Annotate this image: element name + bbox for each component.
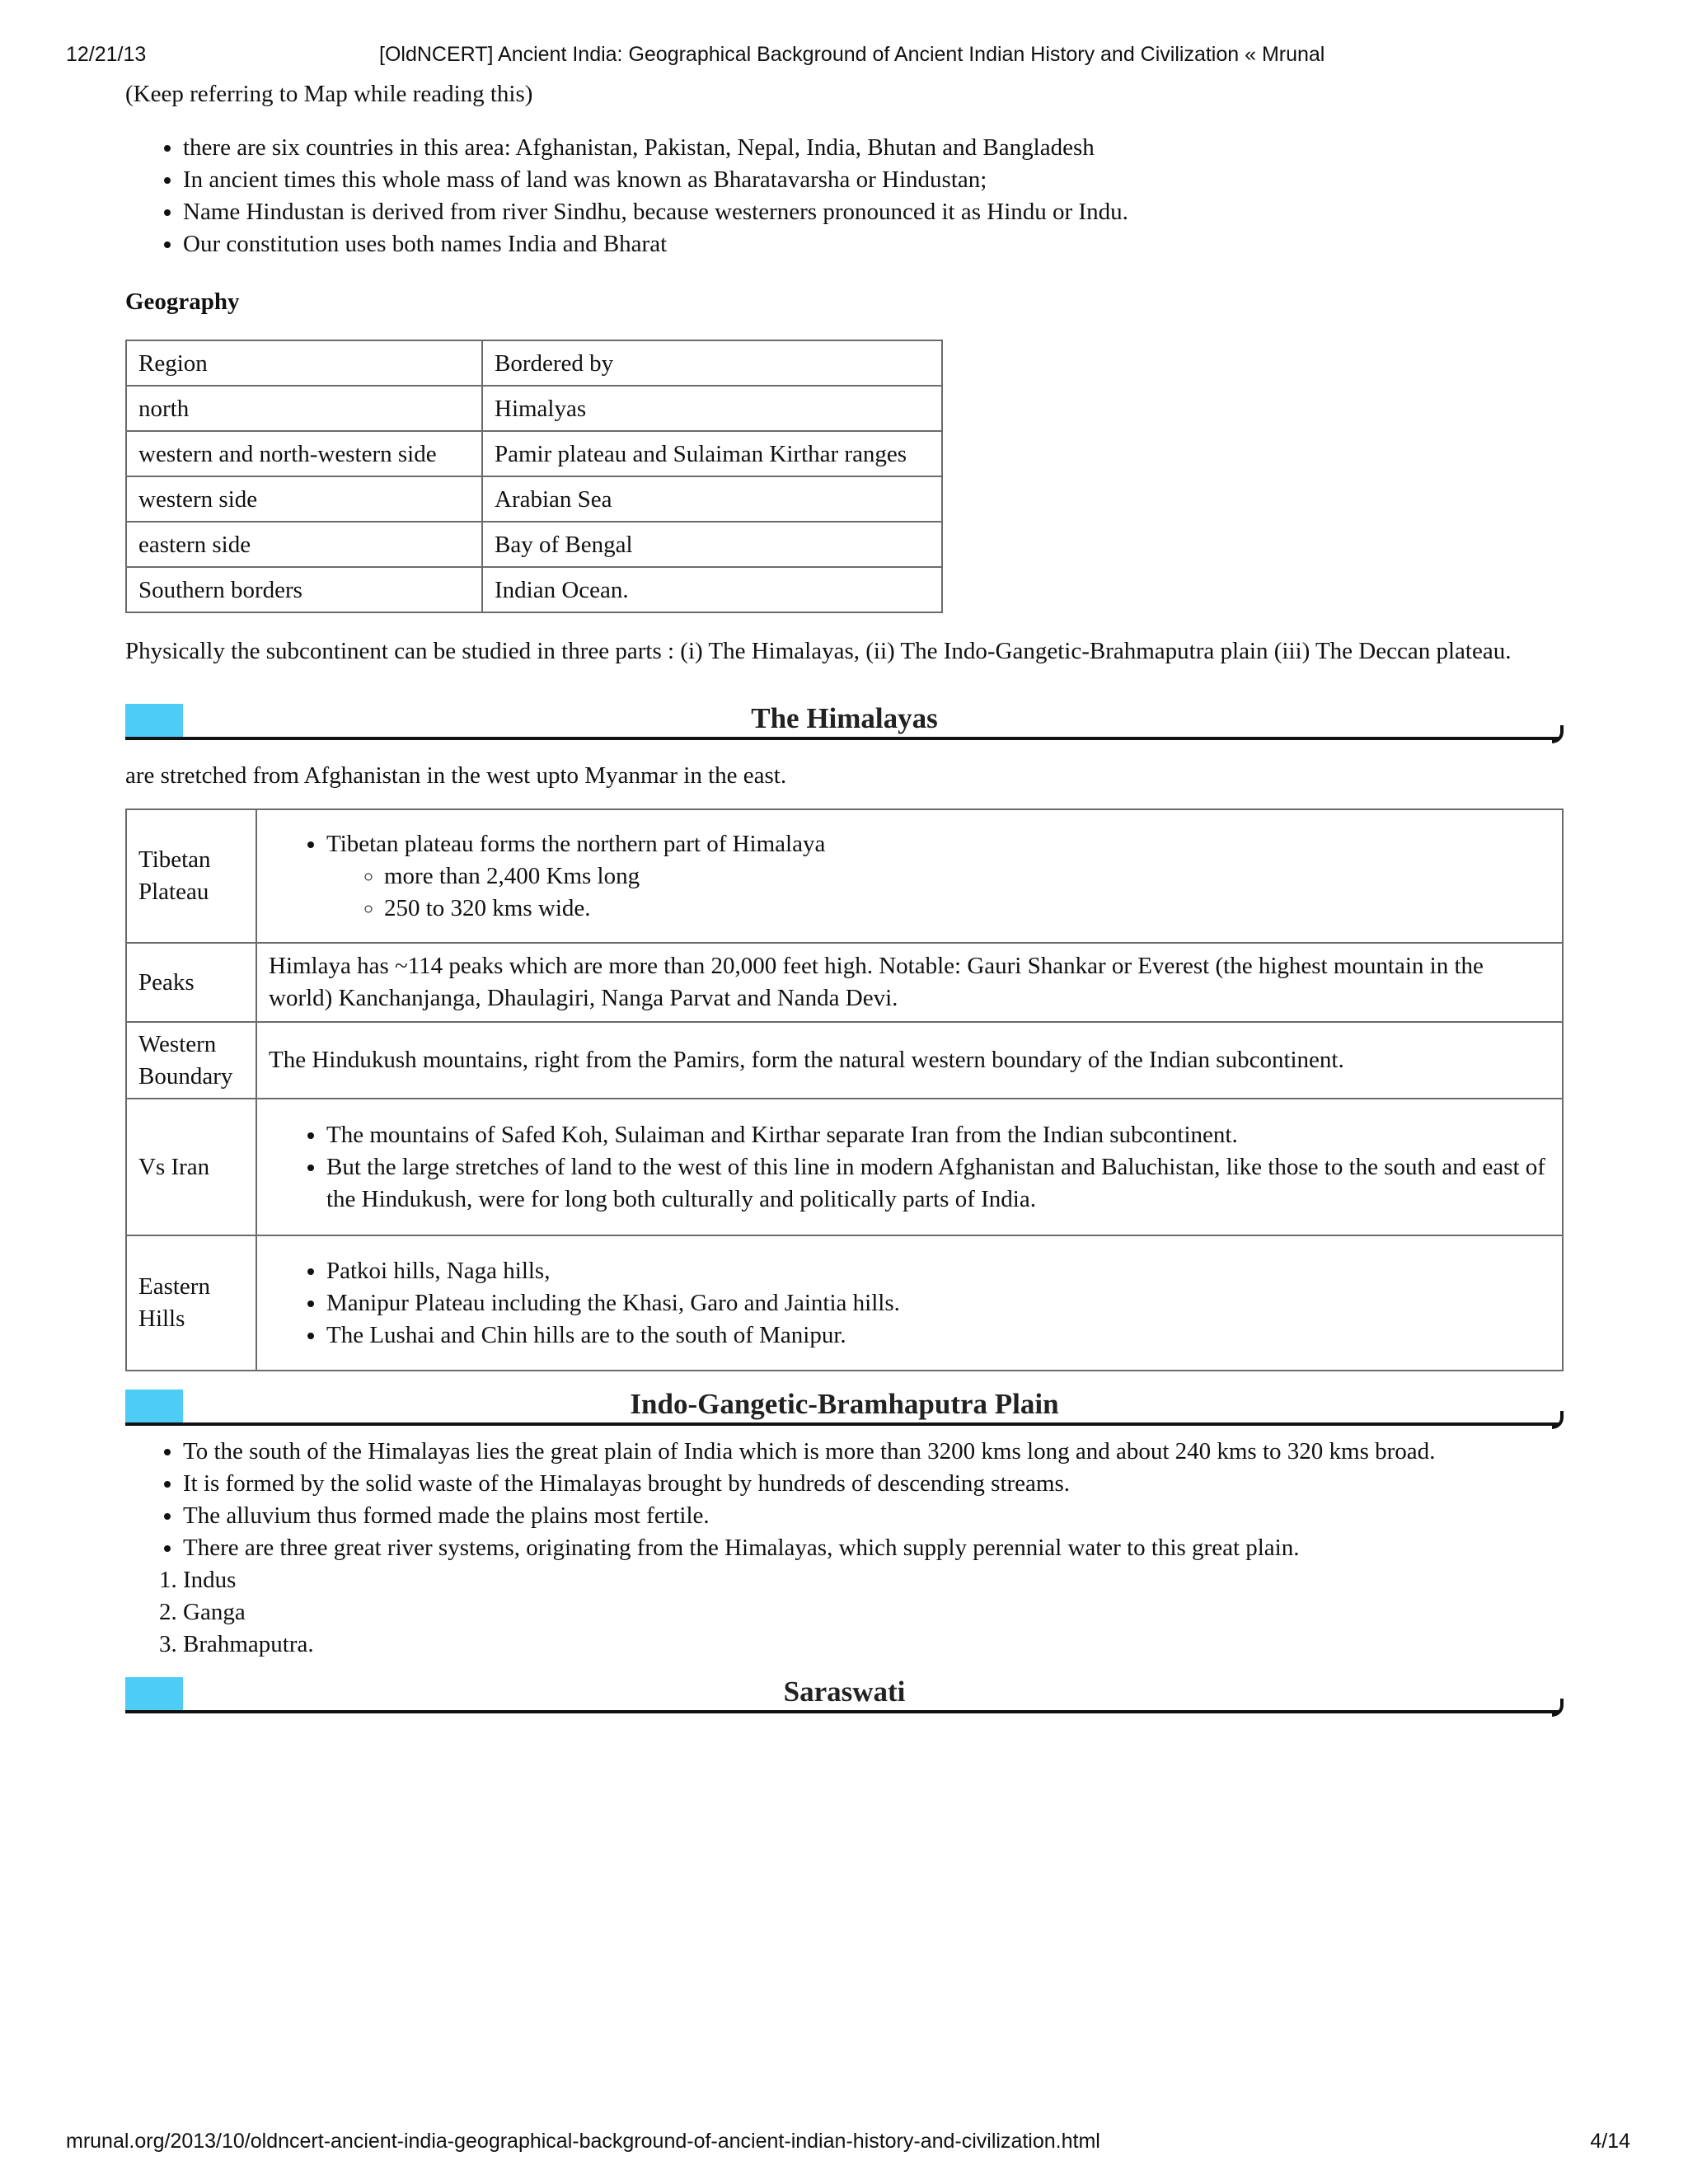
list-item: • It is formed by the solid waste of the Himalayas brought by hundreds of descending streams. — [183, 1468, 1564, 1500]
list-item: 2. Ganga — [183, 1596, 1564, 1629]
row-label: Western Boundary — [126, 1022, 256, 1099]
section-title: Saraswati — [783, 1675, 906, 1708]
section-heading-plain — [125, 1386, 1564, 1426]
print-date: 12/21/13 — [66, 43, 147, 66]
section-rule — [125, 737, 1559, 740]
list-item: 3. Brahmaputra. — [183, 1629, 1564, 1661]
intro-note: (Keep referring to Map while reading this) — [125, 81, 533, 107]
table-row — [126, 522, 942, 567]
list-item — [326, 828, 1549, 925]
table-row — [126, 567, 942, 612]
sub-list-item: ◦ 250 to 320 kms wide. — [384, 893, 1549, 925]
print-url: mrunal.org/2013/10/oldncert-ancient-india-geographical-background-of-ancient-indian-history-and-civilization.html — [66, 2130, 1100, 2153]
row-label: Peaks — [126, 943, 256, 1022]
table-cell — [256, 1099, 1563, 1235]
table-header-cell: Bordered by — [482, 340, 942, 386]
list-item: • Manipur Plateau including the Khasi, Garo and Jaintia hills. — [326, 1287, 1549, 1319]
list-item: • Our constitution uses both names India and Bharat — [183, 228, 1564, 260]
list-item: • But the large stretches of land to the west of this line in modern Afghanistan and Baluchistan, like those to the south and east of the Hindukush, were for long both culturally and politically parts of India. — [326, 1151, 1549, 1216]
sub-list-item: ◦ more than 2,400 Kms long — [384, 860, 1549, 893]
row-label: Eastern Hills — [126, 1235, 256, 1371]
himalayas-table — [125, 808, 1564, 1371]
section-heading-saraswati — [125, 1674, 1564, 1713]
section-title: The Himalayas — [751, 702, 938, 734]
list-item: • The Lushai and Chin hills are to the south of Manipur. — [326, 1319, 1549, 1352]
table-cell: Pamir plateau and Sulaiman Kirthar ranges — [482, 431, 942, 476]
print-footer — [0, 2130, 1688, 2156]
table-row — [126, 1022, 1563, 1099]
table-row — [126, 809, 1563, 943]
section-rule — [125, 1710, 1559, 1713]
geography-table — [125, 340, 943, 613]
table-cell: western side — [126, 476, 482, 522]
row-label: Tibetan Plateau — [126, 809, 256, 943]
table-header-row — [126, 340, 942, 386]
table-row — [126, 431, 942, 476]
list-item: • The alluvium thus formed made the plains most fertile. — [183, 1500, 1564, 1532]
intro-bullet-list — [125, 132, 1564, 260]
river-systems-list — [125, 1564, 1564, 1661]
list-item: • Name Hindustan is derived from river Sindhu, because westerners pronounced it as Hindu or Indu. — [183, 196, 1564, 228]
list-item: • To the south of the Himalayas lies the great plain of India which is more than 3200 kms long and about 240 kms to 320 kms broad. — [183, 1436, 1564, 1468]
list-item: • There are three great river systems, originating from the Himalayas, which supply perennial water to this great plain. — [183, 1532, 1564, 1564]
print-header — [0, 43, 1688, 69]
bullet-list — [269, 1119, 1549, 1216]
table-header-cell: Region — [126, 340, 482, 386]
table-row — [126, 1099, 1563, 1235]
table-row — [126, 386, 942, 431]
list-item: • Patkoi hills, Naga hills, — [326, 1255, 1549, 1287]
table-cell: eastern side — [126, 522, 482, 567]
plain-bullet-list — [125, 1436, 1564, 1564]
list-item: • there are six countries in this area: Afghanistan, Pakistan, Nepal, India, Bhutan and Bangladesh — [183, 132, 1564, 164]
bullet-list — [269, 1255, 1549, 1352]
list-item: • The mountains of Safed Koh, Sulaiman and Kirthar separate Iran from the Indian subcontinent. — [326, 1119, 1549, 1151]
section-title: Indo-Gangetic-Bramhaputra Plain — [630, 1388, 1059, 1420]
himalayas-intro: are stretched from Afghanistan in the west upto Myanmar in the east. — [125, 762, 787, 789]
table-cell: Bay of Bengal — [482, 522, 942, 567]
list-item: 1. Indus — [183, 1564, 1564, 1596]
table-cell: Southern borders — [126, 567, 482, 612]
article-body — [125, 78, 1564, 1733]
table-cell: The Hindukush mountains, right from the Pamirs, form the natural western boundary of the Indian subcontinent. — [256, 1022, 1563, 1099]
table-row — [126, 943, 1563, 1022]
page-number: 4/14 — [1590, 2130, 1630, 2153]
table-row — [126, 476, 942, 522]
print-title: [OldNCERT] Ancient India: Geographical Background of Ancient Indian History and Civilization « Mrunal — [379, 43, 1325, 66]
list-item-text: Tibetan plateau forms the northern part of Himalaya — [326, 830, 826, 857]
sub-bullet-list — [326, 860, 1549, 925]
table-cell: Himlaya has ~114 peaks which are more than 20,000 feet high. Notable: Gauri Shankar or Everest (the highest mountain in the world) Kanchanjanga, Dhaulagiri, Nanga Parvat and Nanda Devi. — [256, 943, 1563, 1022]
section-rule-hook — [1552, 725, 1564, 743]
section-rule-hook — [1552, 1699, 1564, 1717]
table-cell — [256, 1235, 1563, 1371]
table-cell — [256, 809, 1563, 943]
section-heading-himalayas — [125, 701, 1564, 740]
row-label: Vs Iran — [126, 1099, 256, 1235]
table-cell: Arabian Sea — [482, 476, 942, 522]
table-cell: Indian Ocean. — [482, 567, 942, 612]
list-item: • In ancient times this whole mass of land was known as Bharatavarsha or Hindustan; — [183, 164, 1564, 196]
table-cell: western and north-western side — [126, 431, 482, 476]
physical-divisions-paragraph: Physically the subcontinent can be studied in three parts : (i) The Himalayas, (ii) The Indo-Gangetic-Brahmaputra plain (iii) The Deccan plateau. — [125, 638, 1512, 664]
table-row — [126, 1235, 1563, 1371]
geography-label: Geography — [125, 288, 240, 315]
table-cell: Himalyas — [482, 386, 942, 431]
table-cell: north — [126, 386, 482, 431]
section-rule — [125, 1422, 1559, 1426]
section-rule-hook — [1552, 1411, 1564, 1429]
bullet-list — [269, 828, 1549, 925]
